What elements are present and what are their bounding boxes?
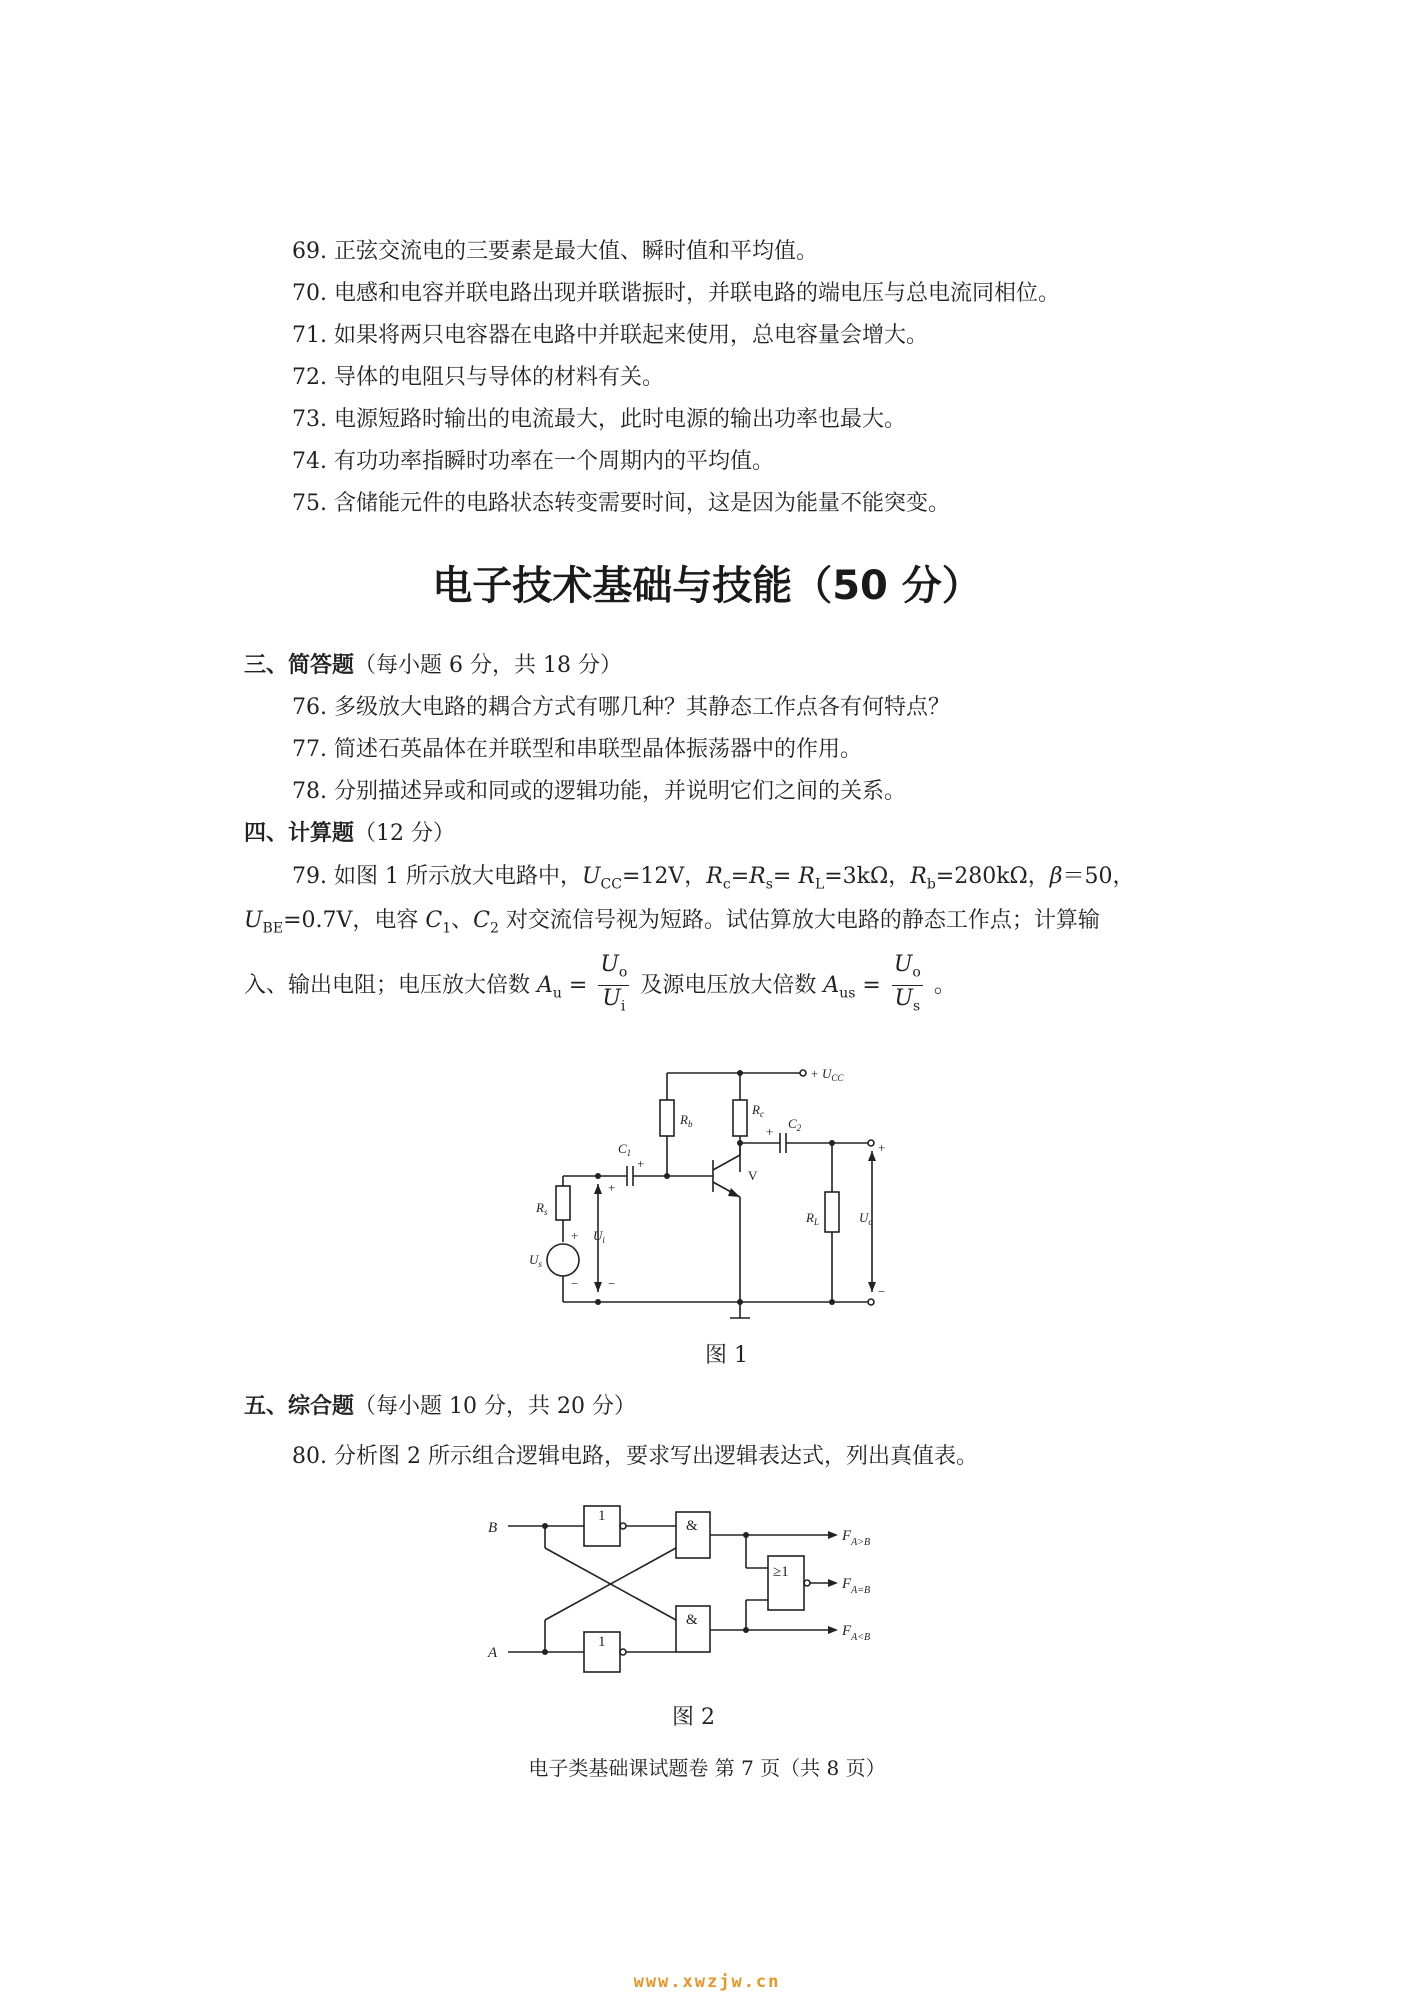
svg-text:RL: $R_L$ <box>806 1210 819 1227</box>
question-item-78: 78. 分别描述异或和同或的逻辑功能，并说明它们之间的关系。 <box>292 779 907 804</box>
svg-text:&: & <box>686 1518 698 1534</box>
svg-text:+: + <box>878 1140 886 1155</box>
question-item-80: 80. 分析图 2 所示组合逻辑电路，要求写出逻辑表达式，列出真值表。 <box>292 1444 978 1469</box>
svg-text:FA<B: $F_{A<B}$ <box>842 1623 871 1643</box>
svg-text:1: 1 <box>598 1508 606 1524</box>
question-item-79-line2: $U_{BE}=0.7V$，电容 $C_1$、$C_2$ 对交流信号视为短路。试估算放大电路的静态工作点；计算输 <box>244 908 1100 937</box>
svg-text:−: − <box>878 1284 886 1299</box>
question-item-73: 73. 电源短路时输出的电流最大，此时电源的输出功率也最大。 <box>292 407 907 432</box>
part3-heading: 三、简答题（每小题 6 分，共 18 分） <box>244 653 622 678</box>
svg-text:+: + <box>637 1156 645 1171</box>
svg-text:C1: $C_1$ <box>618 1141 632 1158</box>
question-item-79-line1: 79. 如图 1 所示放大电路中，$U_{CC}=12V$，$R_c=R_s= R_L=3k\Omega$，$R_b=280k\Omega$，β＝50， <box>292 864 1135 893</box>
question-item-72: 72. 导体的电阻只与导体的材料有关。 <box>292 365 665 390</box>
fraction-au: $\frac{U_o}{U_i}$ <box>600 952 628 1015</box>
svg-text:FA>B: $F_{A>B}$ <box>842 1528 871 1548</box>
svg-text:+: + <box>766 1124 774 1139</box>
question-item-74: 74. 有功功率指瞬时功率在一个周期内的平均值。 <box>292 449 775 474</box>
svg-text:A: A <box>488 1645 498 1661</box>
question-item-69: 69. 正弦交流电的三要素是最大值、瞬时值和平均值。 <box>292 239 819 264</box>
svg-text:+: + <box>608 1180 616 1195</box>
svg-text:+ UCC: + $U_{CC}$ <box>810 1066 844 1083</box>
part5-heading: 五、综合题（每小题 10 分，共 20 分） <box>244 1394 636 1419</box>
svg-text:Ui: $U_i$ <box>593 1228 605 1245</box>
figure-2-caption: 图 2 <box>672 1705 715 1730</box>
page-footer: 电子类基础课试题卷 第 7 页（共 8 页） <box>528 1756 886 1780</box>
svg-text:Rs: $R_s$ <box>536 1200 548 1217</box>
svg-text:≥1: ≥1 <box>773 1564 789 1580</box>
svg-text:−: − <box>608 1276 616 1291</box>
svg-text:&: & <box>686 1612 698 1628</box>
svg-text:FA=B: $F_{A=B}$ <box>842 1576 871 1596</box>
svg-text:Us: $U_s$ <box>529 1252 542 1269</box>
figure-1-amplifier-circuit <box>520 1060 900 1330</box>
svg-text:1: 1 <box>598 1634 606 1650</box>
svg-text:B: B <box>488 1520 498 1536</box>
question-item-71: 71. 如果将两只电容器在电路中并联起来使用，总电容量会增大。 <box>292 323 929 348</box>
svg-text:−: − <box>571 1276 579 1291</box>
figure-2-logic-circuit <box>480 1490 900 1680</box>
question-item-79-line3: 入、输出电阻；电压放大倍数 $A_u$ = $\frac{U_o}{U_i}$ 及源电压放大倍数 $A_{us}$ = $\frac{U_o}{U_s}$ 。 <box>244 952 956 1023</box>
svg-text:C2: $C_2$ <box>788 1116 802 1133</box>
question-item-76: 76. 多级放大电路的耦合方式有哪几种？其静态工作点各有何特点？ <box>292 695 951 720</box>
svg-text:+: + <box>571 1228 579 1243</box>
svg-text:Rc: $R_c$ <box>752 1102 764 1119</box>
fraction-aus: $\frac{U_o}{U_s}$ <box>893 952 921 1015</box>
section-title: 电子技术基础与技能（50 分） <box>432 563 982 609</box>
svg-text:Uo: $U_o$ <box>859 1210 873 1227</box>
svg-text:V: V <box>748 1168 758 1183</box>
part4-heading: 四、计算题（12 分） <box>244 821 456 846</box>
figure-1-caption: 图 1 <box>705 1343 748 1368</box>
watermark: www.xwzjw.cn <box>633 1972 781 1992</box>
question-item-75: 75. 含储能元件的电路状态转变需要时间，这是因为能量不能突变。 <box>292 491 951 516</box>
question-item-70: 70. 电感和电容并联电路出现并联谐振时，并联电路的端电压与总电流同相位。 <box>292 281 1061 306</box>
question-item-77: 77. 简述石英晶体在并联型和串联型晶体振荡器中的作用。 <box>292 737 863 762</box>
svg-text:Rb: $R_b$ <box>680 1112 693 1129</box>
